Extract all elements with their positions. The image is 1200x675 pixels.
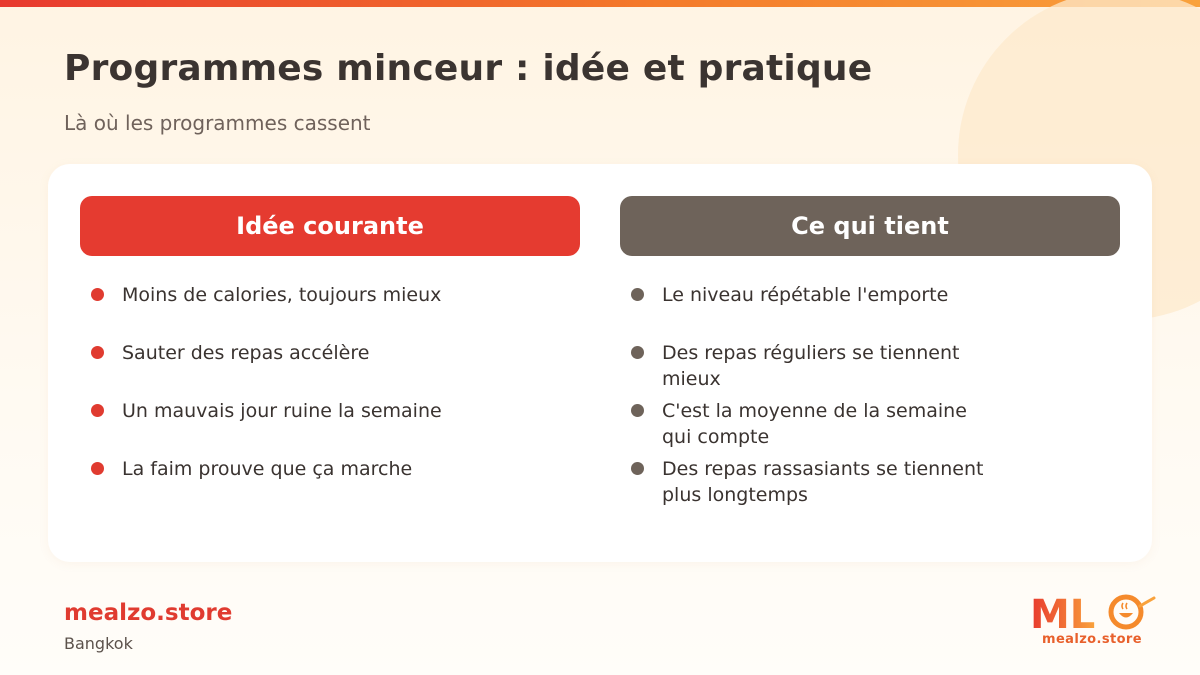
bullet-dot-icon <box>91 346 104 359</box>
bowl-with-steam-icon <box>1111 597 1154 627</box>
top-accent-bar <box>0 0 1200 7</box>
column-header-common-idea: Idée courante <box>80 196 580 256</box>
list-item-common-idea: Sauter des repas accélère <box>122 342 370 364</box>
list-item-what-holds: Des repas réguliers se tiennent mieux <box>662 342 960 390</box>
bullet-dot-icon <box>91 288 104 301</box>
bullet-dot-icon <box>91 462 104 475</box>
list-item-common-idea: La faim prouve que ça marche <box>122 458 413 480</box>
column-header-what-holds: Ce qui tient <box>620 196 1120 256</box>
logo-wordmark: mealzo.store <box>1042 632 1142 647</box>
page-subtitle: Là où les programmes cassent <box>64 111 371 135</box>
bullet-dot-icon <box>631 288 644 301</box>
list-item-common-idea: Moins de calories, toujours mieux <box>122 284 442 306</box>
bullet-dot-icon <box>91 404 104 417</box>
list-item-what-holds: Des repas rassasiants se tiennent plus longtemps <box>662 458 984 506</box>
list-item-what-holds: C'est la moyenne de la semaine qui compte <box>662 400 967 448</box>
logo-letters: ML <box>1030 592 1096 638</box>
bullet-dot-icon <box>631 404 644 417</box>
brand-city: Bangkok <box>64 634 133 653</box>
bullet-dot-icon <box>631 346 644 359</box>
list-item-what-holds: Le niveau répétable l'emporte <box>662 284 949 306</box>
bullet-dot-icon <box>631 462 644 475</box>
list-item-common-idea: Un mauvais jour ruine la semaine <box>122 400 442 422</box>
brand-name: mealzo.store <box>64 600 233 626</box>
page-title: Programmes minceur : idée et pratique <box>64 48 873 89</box>
